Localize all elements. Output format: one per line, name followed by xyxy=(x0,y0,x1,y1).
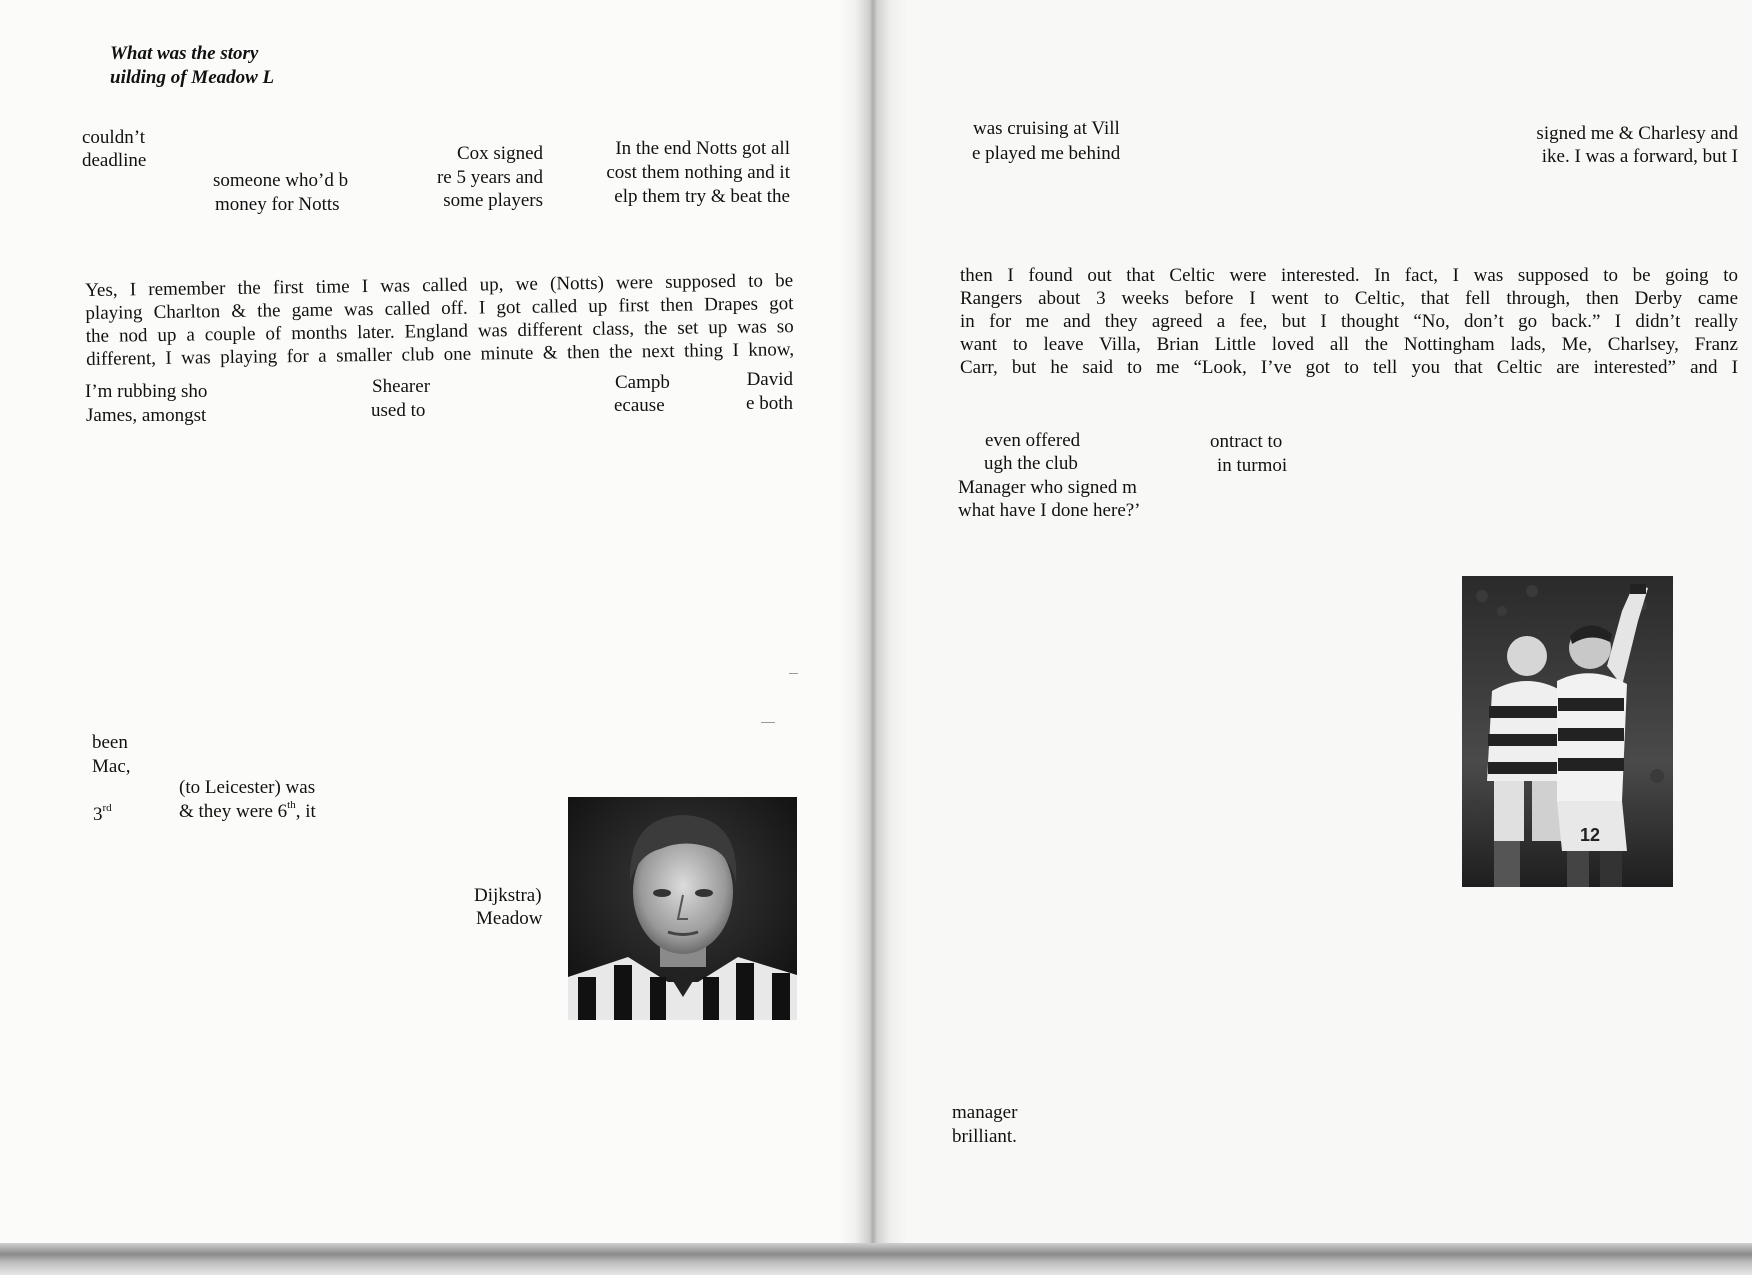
paragraph-line: the nod up a couple of months later. England was different class, the set up was so xyxy=(85,316,794,347)
paragraph-line: in for me and they agreed a fee, but I thought “No, don’t go back.” I didn’t really xyxy=(960,311,1738,332)
fragment-e-both: e both xyxy=(746,393,793,414)
article-paragraph-right xyxy=(960,264,1738,379)
fragment-3rd xyxy=(93,803,112,826)
paragraph-line: want to leave Villa, Brian Little loved all the Nottingham lads, Me, Charlsey, Franz xyxy=(960,334,1738,355)
sixth-post: , it xyxy=(295,801,316,822)
paragraph-line: Rangers about 3 weeks before I went to Celtic, that fell through, then Derby came xyxy=(960,288,1738,309)
fragment-campb: Campb xyxy=(615,372,670,393)
fragment-ugh-the-club: ugh the club xyxy=(984,453,1078,474)
fragment-dijkstra: Dijkstra) xyxy=(474,885,542,906)
page-bottom-edge xyxy=(0,1243,1752,1275)
article-paragraph xyxy=(85,269,794,371)
fragment-ecause: ecause xyxy=(614,395,665,416)
fragment-cox-signed: Cox signed xyxy=(456,143,543,164)
third-number: 3 xyxy=(93,804,103,825)
fragment-james: James, amongst xyxy=(86,405,207,426)
player-portrait-image xyxy=(568,797,797,1020)
left-page xyxy=(0,0,870,1245)
fragment-been: been xyxy=(92,732,128,753)
fragment-manager: manager xyxy=(952,1102,1018,1123)
player-photo-celtic xyxy=(1462,576,1673,887)
fragment-leicester: (to Leicester) was xyxy=(179,777,316,798)
fragment-rubbing: I’m rubbing sho xyxy=(85,381,208,402)
player-photo-notts xyxy=(568,797,797,1020)
fragment-beat-the: elp them try & beat the xyxy=(614,186,790,207)
fragment-deadline: deadline xyxy=(82,150,147,171)
paragraph-line: playing Charlton & the game was called off. I got called up first then Drapes got xyxy=(85,293,794,324)
fragment-meadow: Meadow xyxy=(476,908,543,929)
article-title-line2: uilding of Meadow L xyxy=(110,67,275,88)
fragment-forward: ike. I was a forward, but I xyxy=(1541,146,1738,167)
paragraph-line: different, I was playing for a smaller club one minute & then the next thing I know, xyxy=(85,339,795,370)
fragment-brilliant: brilliant. xyxy=(952,1126,1017,1147)
fragment-money: money for Notts xyxy=(215,194,340,215)
fragment-signed-me: signed me & Charlesy and xyxy=(1536,123,1738,144)
fragment-cruising: was cruising at Vill xyxy=(973,118,1120,139)
fragment-what-have-i: what have I done here?’ xyxy=(958,500,1141,521)
stray-mark xyxy=(789,673,798,674)
celebration-image xyxy=(1462,576,1673,887)
fragment-even-offered: even offered xyxy=(985,430,1081,451)
fragment-someone: someone who’d b xyxy=(213,170,349,191)
paragraph-line: Yes, I remember the first time I was called up, we (Notts) were supposed to be xyxy=(85,270,794,301)
fragment-notts-got-all: In the end Notts got all xyxy=(615,138,790,159)
paragraph-line: then I found out that Celtic were interested. In fact, I was supposed to be going to xyxy=(960,265,1738,286)
stray-mark xyxy=(761,722,775,723)
fragment-manager-who: Manager who signed m xyxy=(958,477,1137,498)
right-page xyxy=(870,0,1752,1245)
fragment-couldnt: couldn’t xyxy=(82,127,145,148)
fragment-david: David xyxy=(746,369,793,390)
page-gutter xyxy=(838,0,908,1245)
article-title-line1: What was the story xyxy=(110,43,259,64)
fragment-shearer: Shearer xyxy=(372,376,431,397)
fragment-turmoi: in turmoi xyxy=(1217,455,1288,476)
sixth-suffix: th xyxy=(287,799,296,811)
fragment-mac: Mac, xyxy=(92,756,131,777)
fragment-cost-nothing: cost them nothing and it xyxy=(606,162,790,183)
fragment-played-me: e played me behind xyxy=(972,143,1121,164)
sixth-pre: & they were 6 xyxy=(179,801,288,822)
fragment-some-players: some players xyxy=(443,190,543,211)
fragment-used-to: used to xyxy=(371,400,426,421)
svg-text:12: 12 xyxy=(1580,825,1601,845)
third-suffix: rd xyxy=(102,802,112,814)
fragment-sixth xyxy=(179,800,316,823)
fragment-5-years: re 5 years and xyxy=(436,167,543,188)
paragraph-line: Carr, but he said to me “Look, I’ve got to tell you that Celtic are interested” and I xyxy=(960,357,1738,378)
fragment-ontract: ontract to xyxy=(1210,431,1283,452)
